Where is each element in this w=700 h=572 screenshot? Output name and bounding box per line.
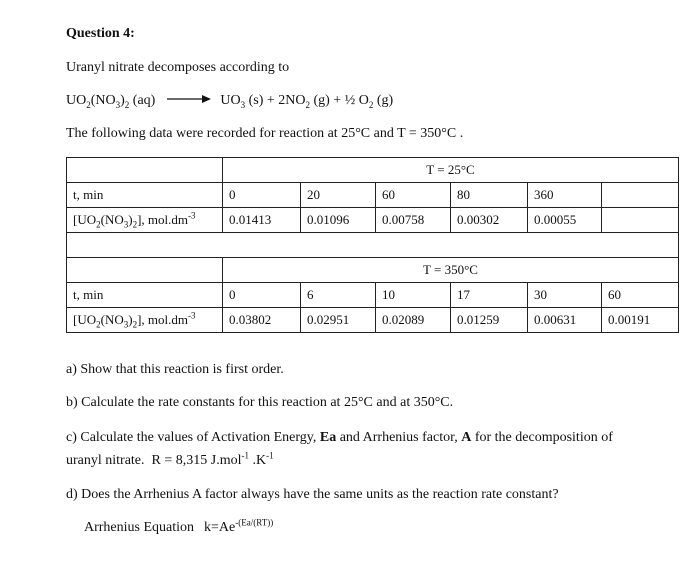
table-cell: 0.01413: [223, 208, 301, 233]
table-row: [67, 283, 679, 308]
table-cell: [67, 258, 223, 283]
table-row: [67, 258, 679, 283]
table-cell: 30: [528, 283, 602, 308]
section-header-25c: T = 25°C: [223, 158, 679, 183]
row-label-concentration: $[UO_2(NO_3)_2]$, $mol.dm^{-3}$: [67, 208, 223, 233]
table-cell: [67, 158, 223, 183]
table-row: [67, 183, 679, 208]
table-cell: [602, 183, 679, 208]
part-d: d) Does the Arrhenius A factor always have the same units as the reaction rate constant?: [66, 487, 559, 502]
part-b: b) Calculate the rate constants for this reaction at 25°C and at 350°C.: [66, 395, 454, 410]
intro-text: Uranyl nitrate decomposes according to: [66, 60, 290, 75]
table-cell: 17: [451, 283, 528, 308]
question-title: Question 4:: [66, 26, 135, 41]
table-cell: 0.02089: [376, 308, 451, 333]
table-row: [67, 208, 679, 233]
reaction-reactant: $UO_2(NO_3)_2$ (aq): [66, 93, 159, 111]
table-row: [67, 158, 679, 183]
table-cell: [602, 208, 679, 233]
row-label-time: t, min: [67, 183, 223, 208]
part-c-line2: uranyl nitrate. R = 8,315 J.mol$^{-1}$ $.K^{-1}$: [66, 450, 274, 468]
table-cell: 0.01096: [301, 208, 376, 233]
table-cell: 60: [602, 283, 679, 308]
table-row: [67, 308, 679, 333]
table-cell: 0.01259: [451, 308, 528, 333]
arrhenius-equation: Arrhenius Equation $k=Ae^{-(Ea/(RT))}$: [84, 517, 274, 535]
row-label-time: t, min: [67, 283, 223, 308]
table-cell: 10: [376, 283, 451, 308]
table-cell: 0.00631: [528, 308, 602, 333]
reaction-equation: [66, 93, 393, 109]
table-row: [67, 233, 679, 258]
part-c-line1: c) Calculate the values of Activation Energy, Ea and Arrhenius factor, A for the decomposition of: [66, 430, 613, 445]
row-label-concentration: $[UO_2(NO_3)_2]$, $mol.dm^{-3}$: [67, 308, 223, 333]
table-cell: 0.00055: [528, 208, 602, 233]
section-separator: [67, 233, 679, 258]
table-cell: 6: [301, 283, 376, 308]
table-cell: 60: [376, 183, 451, 208]
table-cell: 0.00302: [451, 208, 528, 233]
table-cell: 20: [301, 183, 376, 208]
table-cell: 0.03802: [223, 308, 301, 333]
section-header-350c: T = 350°C: [223, 258, 679, 283]
table-cell: 360: [528, 183, 602, 208]
table-cell: 0: [223, 183, 301, 208]
table-cell: 0.02951: [301, 308, 376, 333]
reaction-arrow-icon: [167, 93, 211, 109]
table-cell: 0.00191: [602, 308, 679, 333]
part-a: a) Show that this reaction is first order.: [66, 362, 284, 377]
data-note: The following data were recorded for reaction at 25°C and T = 350°C .: [66, 126, 464, 141]
reaction-products: $UO_3$ $(s) + 2NO_2$ (g) + ½ $O_2$ (g): [216, 93, 394, 111]
table-cell: 0.00758: [376, 208, 451, 233]
data-table: [66, 157, 679, 333]
table-cell: 0: [223, 283, 301, 308]
table-cell: 80: [451, 183, 528, 208]
